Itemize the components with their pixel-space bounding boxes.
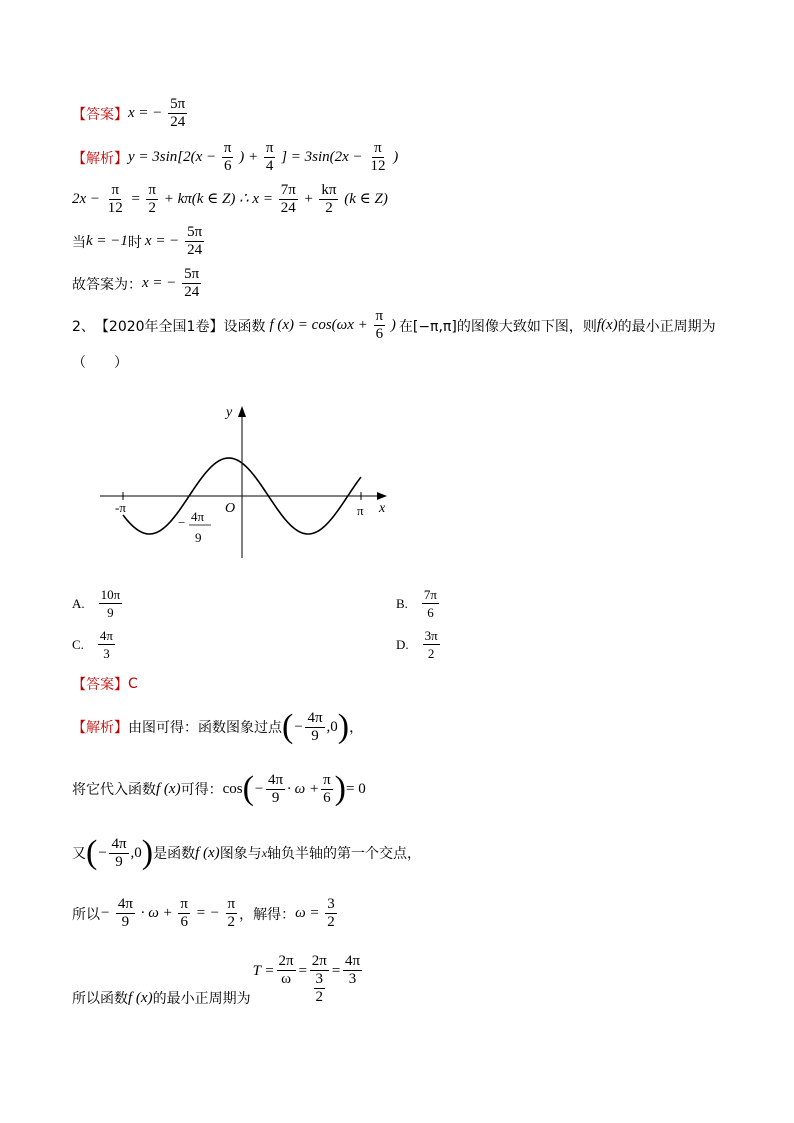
answer-tag-2: 【答案】 [72, 677, 128, 693]
marked-point-denominator: 9 [195, 530, 202, 545]
marked-point-sign: − [178, 515, 186, 530]
neg-pi-label: -π [115, 500, 126, 515]
pos-pi-label: π [357, 503, 364, 518]
analysis-line-2: 【解析】 由图可得：函数图象过点 ( − $\frac{4\pi}{9}$ ,0 ) ， [72, 708, 364, 745]
question-2-stem: 2、 【2020年全国1卷】 设函数 f (x) = cos(ωx + $\frac{\pi}{6}$ ) 在[−π,π]的图像大致如下图，则 f(x) 的最小正周期为 [72, 308, 716, 342]
answer-expression: x = − $\frac{5\pi}{24}$ [128, 96, 186, 130]
final-answer-line: 故答案为： x = − $\frac{5\pi}{24}$ [72, 266, 200, 300]
solve-line: 所以 − $\frac{4\pi}{9}$ · ω + $\frac{\pi}{6}$ = − $\frac{\pi}{2}$ ，解得： ω = $\frac{3}{2}$ [72, 896, 335, 930]
option-b[interactable]: B. $\frac{7\pi}{6}$ [396, 587, 437, 620]
analysis-tag: 【解析】 [72, 150, 128, 167]
marked-point-numerator: 4π [191, 509, 205, 524]
substitution-line: 将它代入函数 f (x) 可得： cos ( − $\frac{4\pi}{9}$ · ω + $\frac{\pi}{6}$ ) = 0 [72, 770, 366, 807]
function-graph [95, 400, 395, 565]
question-source: 【2020年全国1卷】 [94, 318, 224, 335]
answer-parentheses: （ ） [72, 355, 128, 371]
answer-value: C [128, 676, 138, 692]
y-axis-arrow [238, 406, 246, 417]
option-c[interactable]: C. $\frac{4\pi}{3}$ [72, 628, 113, 661]
option-d[interactable]: D. $\frac{3\pi}{2}$ [396, 628, 438, 661]
x-axis-label: x [379, 501, 386, 516]
equation-line-2: 2x − $\frac{\pi}{12}$ = $\frac{\pi}{2}$ + kπ(k ∈ Z) ∴ x = $\frac{7\pi}{24}$ + $\frac{k\pi}{2}$ (k ∈ Z) [72, 182, 388, 216]
answer-line-1 [72, 96, 189, 131]
origin-label: O [225, 501, 236, 516]
period-line: 所以函数 f (x) 的最小正周期为 T = $\frac{2\pi}{\omega}$ = $\frac{2\pi}{\frac{3}{2}}$ = $\frac{4\pi}{3}$ [72, 952, 361, 1007]
equation-line-1: y = 3sin[2(x − $\frac{\pi}{6}$ ) + $\frac{\pi}{4}$ ] = 3sin(2x − $\frac{\pi}{12}$ ) [128, 140, 399, 174]
option-a[interactable]: A. $\frac{10\pi}{9}$ [72, 587, 121, 620]
answer-tag: 【答案】 [72, 106, 128, 123]
equation-line-3: 当 k = −1 时 x = − $\frac{5\pi}{24}$ [72, 224, 203, 258]
answer-line-2 [72, 674, 138, 694]
x-axis-arrow [377, 492, 387, 500]
fraction: $\frac{5\pi}{24}$ [170, 96, 186, 130]
intersection-line: 又 ( − $\frac{4\pi}{9}$ ,0 ) 是函数 f (x) 图象与 x 轴负半轴的第一个交点， [72, 834, 422, 871]
function-definition: f (x) = cos(ωx + $\frac{\pi}{6}$ ) [269, 308, 396, 342]
y-axis-label: y [226, 405, 233, 420]
analysis-line-1 [72, 140, 398, 175]
